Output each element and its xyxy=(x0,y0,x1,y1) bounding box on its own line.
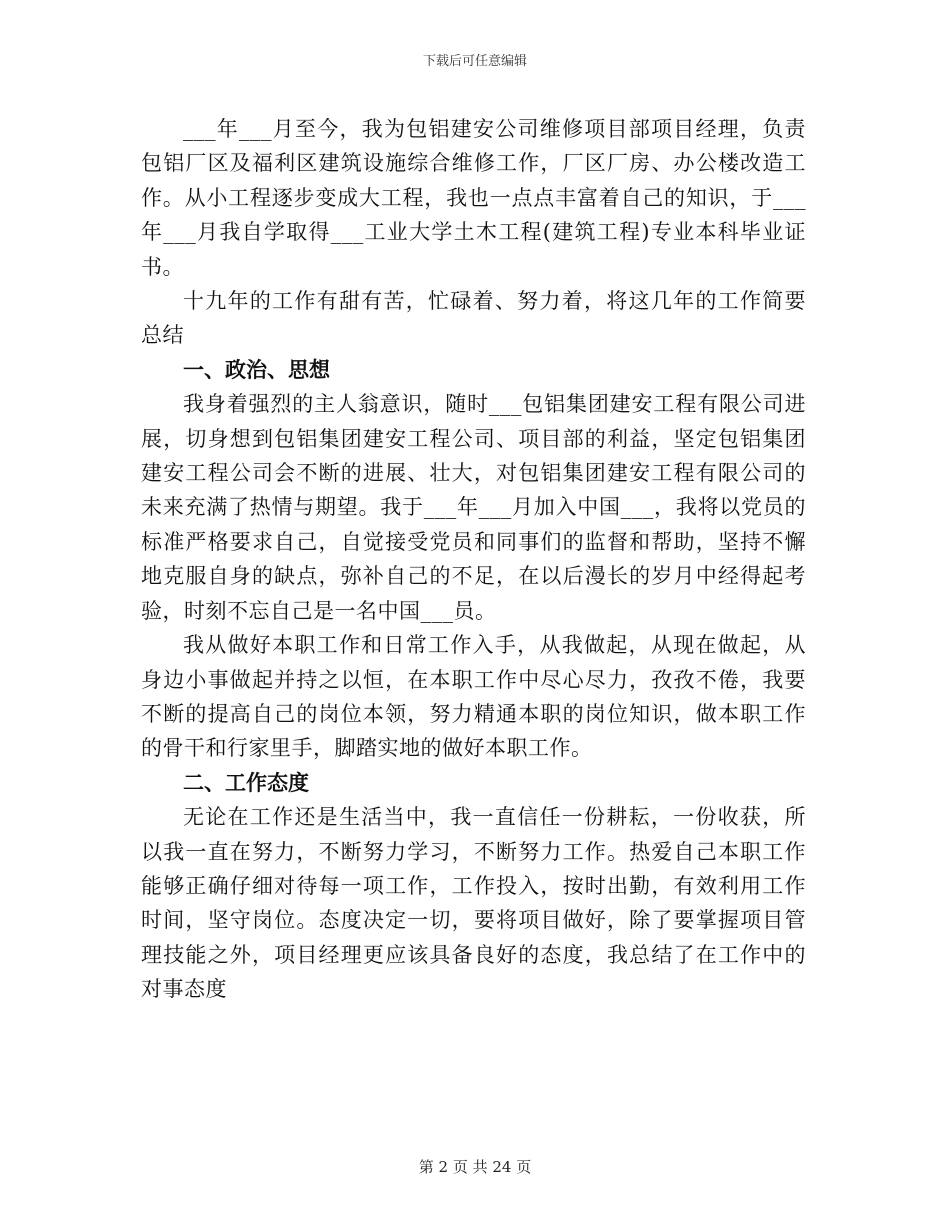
paragraph-intro: ___年___月至今，我为包铝建安公司维修项目部项目经理，负责包铝厂区及福利区建筑设施综合维修工作，厂区厂房、办公楼改造工作。从小工程逐步变成大工程，我也一点点丰富着自己的知识，于___年___月我自学取得___工业大学土木工程(建筑工程)专业本科毕业证书。 xyxy=(141,117,806,279)
paragraph-politics: 我身着强烈的主人翁意识，随时___包铝集团建安工程有限公司进展，切身想到包铝集团建安工程公司、项目部的利益，坚定包铝集团建安工程公司会不断的进展、壮大，对包铝集团建安工程有限公司的未来充满了热情与期望。我于___年___月加入中国___，我将以党员的标准严格要求自己，自觉接受党员和同事们的监督和帮助，坚持不懈地克服自身的缺点，弥补自己的不足，在以后漫长的岁月中经得起考验，时刻不忘自己是一名中国___员。 xyxy=(141,392,806,623)
page-number-footer: 第 2 页 共 24 页 xyxy=(418,1158,532,1176)
paragraph-daily-work: 我从做好本职工作和日常工作入手，从我做起，从现在做起，从身边小事做起并持之以恒，在本职工作中尽心尽力，孜孜不倦，我要不断的提高自己的岗位本领，努力精通本职的岗位知识，做本职工作的骨干和行家里手，脚踏实地的做好本职工作。 xyxy=(141,633,806,761)
page-header: 下载后可任意编辑 xyxy=(422,54,527,69)
section-heading-attitude: 二、工作态度 xyxy=(183,770,309,795)
document-body xyxy=(141,112,806,1007)
paragraph-attitude: 无论在工作还是生活当中，我一直信任一份耕耘，一份收获，所以我一直在努力，不断努力学习，不断努力工作。热爱自己本职工作能够正确仔细对待每一项工作，工作投入，按时出勤，有效利用工作时间，坚守岗位。态度决定一切，要将项目做好，除了要掌握项目管理技能之外，项目经理更应该具备良好的态度，我总结了在工作中的对事态度 xyxy=(141,805,806,1002)
paragraph-summary-lead: 十九年的工作有甜有苦，忙碌着、努力着，将这几年的工作简要总结 xyxy=(141,289,806,348)
section-heading-politics: 一、政治、思想 xyxy=(183,357,330,382)
